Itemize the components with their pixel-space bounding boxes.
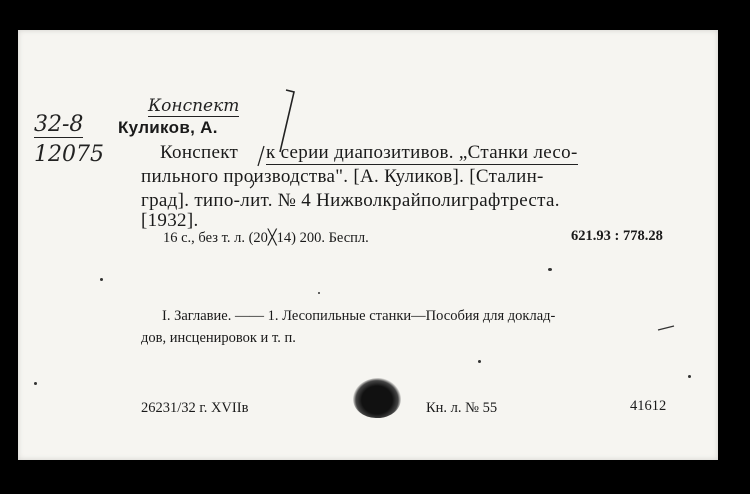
title-line-3: град]. типо-лит. № 4 Нижволкрайполиграфтреста. [141, 190, 560, 211]
title-line-4: [1932]. [141, 210, 199, 231]
title-line-2: пильного производства". [А. Куликов]. [Сталин- [141, 166, 544, 187]
speck [318, 292, 320, 294]
tracing-line-1: I. Заглавие. —— 1. Лесопильные станки—Пособия для доклад- [162, 308, 556, 324]
handwritten-shelf-mark-bottom: 12075 [34, 142, 104, 167]
handwritten-title-note: Конспект [148, 96, 240, 116]
speck [34, 382, 37, 385]
speck [478, 360, 481, 363]
ledger-number: Кн. л. № 55 [426, 400, 498, 416]
collation: 16 с., без т. л. (20╳14) 200. Беспл. [163, 230, 369, 246]
catalog-card [18, 30, 718, 460]
author-heading: Куликов, А. [118, 118, 218, 137]
title-word: Конспект [160, 142, 239, 163]
pen-strokes [18, 30, 718, 460]
speck [100, 278, 103, 281]
title-line-1: к серии диапозитивов. „Станки лесо- [266, 142, 578, 163]
card-number: 26231/32 г. XVIIв [141, 400, 249, 416]
tracing-line-2: дов, инсценировок и т. п. [141, 330, 296, 346]
handwritten-shelf-mark-top: 32-8 [34, 112, 84, 137]
speck [688, 375, 691, 378]
classification-number: 621.93 : 778.28 [571, 228, 663, 244]
speck [548, 268, 552, 271]
accession-number: 41612 [630, 398, 667, 414]
